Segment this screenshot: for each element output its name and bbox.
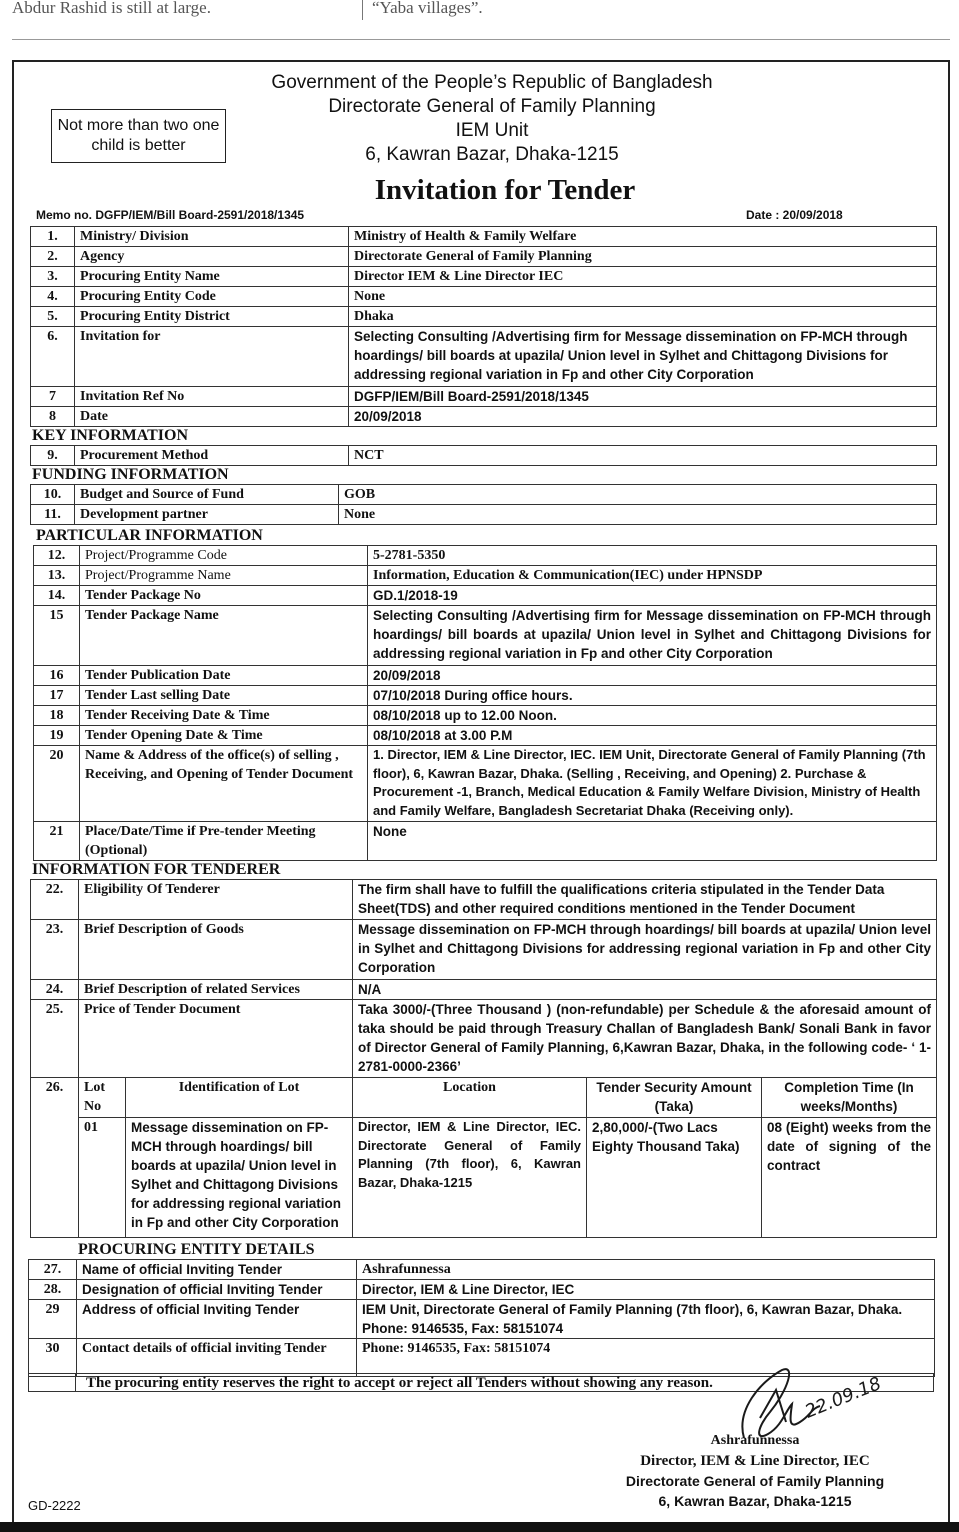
row-label: Contact details of official inviting Tender [77, 1339, 357, 1377]
table-row [29, 1280, 935, 1300]
row-number: 14. [34, 586, 80, 606]
row-number: 16 [34, 666, 80, 686]
row-value: GD.1/2018-19 [368, 586, 937, 606]
row-value: Director IEM & Line Director IEC [349, 267, 937, 287]
row-number: 27. [29, 1260, 77, 1280]
row-value: Dhaka [349, 307, 937, 327]
signatory-designation: Director, IEM & Line Director, IEC [640, 1453, 870, 1469]
row-number: 28. [29, 1280, 77, 1300]
row-number: 22. [31, 880, 79, 920]
row-number: 30 [29, 1339, 77, 1377]
row-value: 08/10/2018 up to 12.00 Noon. [368, 706, 937, 726]
row-label: Brief Description of Goods [79, 920, 353, 980]
row-number: 17 [34, 686, 80, 706]
location-value: Director, IEM & Line Director, IEC. Directorate General of Family Planning (7th floor), 6, Kawran Bazar, Dhaka-1215 [353, 1118, 587, 1238]
security-value: 2,80,000/-(Two Lacs Eighty Thousand Taka) [587, 1118, 762, 1238]
row-value: 5-2781-5350 [368, 546, 937, 566]
row-value: Director, IEM & Line Director, IEC [357, 1280, 935, 1300]
row-value: GOB [339, 485, 937, 505]
memo-date: Date : 20/09/2018 [746, 208, 843, 222]
row-value: IEM Unit, Directorate General of Family Planning (7th floor), 6, Kawran Bazar, Dhaka. Phone: 9146535, Fax: 58151074 [357, 1300, 935, 1339]
lot-no-value: 01 [79, 1118, 126, 1238]
reservation-note: The procuring entity reserves the right to accept or reject all Tenders without showing any reason. [76, 1373, 934, 1392]
memo-number: Memo no. DGFP/IEM/Bill Board-2591/2018/1345 [36, 208, 305, 222]
row-value: None [349, 287, 937, 307]
row-label: Brief Description of related Services [79, 980, 353, 1000]
row-value: Selecting Consulting /Advertising firm for Message dissemination on FP-MCH through hoardings/ bill boards at upazila/ Union level in Sylhet and Chittagong Divisions for addressing regional variation in Fp and other City Corporation [349, 327, 937, 387]
row-value: DGFP/IEM/Bill Board-2591/2018/1345 [349, 387, 937, 407]
header-line-directorate: Directorate General of Family Planning [328, 96, 656, 117]
row-number: 21 [34, 822, 80, 861]
table-row [31, 227, 937, 247]
row-label: Invitation for [75, 327, 349, 387]
row-value: None [339, 505, 937, 525]
row-label: Place/Date/Time if Pre-tender Meeting (Optional) [80, 822, 368, 861]
lot-table [30, 1077, 937, 1238]
row-number: 26. [31, 1078, 79, 1238]
column-divider [362, 0, 363, 20]
lot-header-row [31, 1078, 937, 1118]
row-number: 18 [34, 706, 80, 726]
table-row [34, 706, 937, 726]
row-number: 11. [31, 505, 75, 525]
table-row [29, 1260, 935, 1280]
signatory-organization: Directorate General of Family Planning [625, 1473, 885, 1489]
table-row [31, 880, 937, 920]
section-key-information: KEY INFORMATION [32, 427, 188, 444]
row-label: Address of official Inviting Tender [77, 1300, 357, 1339]
row-value: 20/09/2018 [349, 407, 937, 427]
row-value: Message dissemination on FP-MCH through hoardings/ bill boards at upazila/ Union level in Sylhet and Chittagong Divisions for addressing regional variation in Fp and other City Corporation [353, 920, 937, 980]
row-label: Procurement Method [75, 446, 349, 466]
security-header: Tender Security Amount (Taka) [587, 1078, 762, 1118]
table-row [31, 920, 937, 980]
row-value: 07/10/2018 During office hours. [368, 686, 937, 706]
table-row [34, 746, 937, 822]
row-label: Ministry/ Division [75, 227, 349, 247]
row-label: Tender Package Name [80, 606, 368, 666]
top-strip [0, 0, 959, 28]
funding-table [30, 484, 937, 525]
row-label: Budget and Source of Fund [75, 485, 339, 505]
row-label: Project/Programme Code [80, 546, 368, 566]
section-particular-information: PARTICULAR INFORMATION [36, 527, 263, 544]
row-value: None [368, 822, 937, 861]
particular-info-table [33, 545, 937, 861]
table-row [31, 505, 937, 525]
table-row [34, 566, 937, 586]
table-row [31, 446, 937, 466]
row-value: NCT [349, 446, 937, 466]
footer-code: GD-2222 [28, 1498, 81, 1513]
table-row [31, 287, 937, 307]
note-spacer-cell [28, 1373, 76, 1392]
row-number: 4. [31, 287, 75, 307]
row-number: 13. [34, 566, 80, 586]
row-label: Agency [75, 247, 349, 267]
row-value: Information, Education & Communication(IEC) under HPNSDP [368, 566, 937, 586]
row-label: Development partner [75, 505, 339, 525]
completion-header: Completion Time (In weeks/Months) [762, 1078, 937, 1118]
lot-row [31, 1118, 937, 1238]
row-value: 20/09/2018 [368, 666, 937, 686]
row-number: 7 [31, 387, 75, 407]
table-row [31, 387, 937, 407]
section-information-for-tenderer: INFORMATION FOR TENDERER [32, 861, 281, 878]
row-number: 29 [29, 1300, 77, 1339]
table-row [34, 666, 937, 686]
row-number: 9. [31, 446, 75, 466]
slogan-box: Not more than two one child is better [51, 109, 226, 163]
table-row [31, 980, 937, 1000]
row-label: Procuring Entity Code [75, 287, 349, 307]
top-rule [12, 39, 950, 40]
row-number: 20 [34, 746, 80, 822]
lot-no-header: Lot No [79, 1078, 126, 1118]
identification-header: Identification of Lot [126, 1078, 353, 1118]
row-label: Name & Address of the office(s) of selling , Receiving, and Opening of Tender Document [80, 746, 368, 822]
tenderer-info-table [30, 879, 937, 1078]
header-line-address: 6, Kawran Bazar, Dhaka-1215 [365, 144, 619, 165]
page-title: Invitation for Tender [374, 174, 636, 206]
signatory-address: 6, Kawran Bazar, Dhaka-1215 [658, 1493, 852, 1509]
row-number: 15 [34, 606, 80, 666]
table-row [31, 327, 937, 387]
row-label: Eligibility Of Tenderer [79, 880, 353, 920]
table-row [34, 586, 937, 606]
row-number: 25. [31, 1000, 79, 1078]
table-row [31, 485, 937, 505]
row-value: Ashrafunnessa [357, 1260, 935, 1280]
header-line-government: Government of the People’s Republic of Bangladesh [271, 72, 713, 93]
row-number: 12. [34, 546, 80, 566]
row-label: Procuring Entity Name [75, 267, 349, 287]
row-number: 19 [34, 726, 80, 746]
row-label: Designation of official Inviting Tender [77, 1280, 357, 1300]
table-row [34, 546, 937, 566]
table-row [34, 606, 937, 666]
row-number: 6. [31, 327, 75, 387]
row-label: Tender Publication Date [80, 666, 368, 686]
table-row [34, 726, 937, 746]
table-row [34, 822, 937, 861]
table-row [31, 1000, 937, 1078]
row-number: 3. [31, 267, 75, 287]
row-label: Tender Receiving Date & Time [80, 706, 368, 726]
table-row [29, 1300, 935, 1339]
row-number: 8 [31, 407, 75, 427]
row-value: Phone: 9146535, Fax: 58151074 [357, 1339, 935, 1377]
row-number: 1. [31, 227, 75, 247]
signature-date: 22.09.18 [802, 1373, 885, 1423]
row-value: The firm shall have to fulfill the qualifications criteria stipulated in the Tender Data Sheet(TDS) and other required conditions mentioned in the Tender Document [353, 880, 937, 920]
row-value: Selecting Consulting /Advertising firm for Message dissemination on FP-MCH through hoardings/ bill boards at upazila/ Union level in Sylhet and Chittagong Divisions for addressing regional variation in Fp and other City Corporation [368, 606, 937, 666]
section-procuring-entity-details: PROCURING ENTITY DETAILS [78, 1241, 315, 1258]
table-row [31, 247, 937, 267]
row-value: Taka 3000/-(Three Thousand ) (non-refundable) per Schedule & the aforesaid amount of taka should be paid through Treasury Challan of Bangladesh Bank/ Sonali Bank in favor of Director General of Family Planning, 6,Kawran Bazar, Dhaka, in the following code- ‘ 1-2781-0000-2366’ [353, 1000, 937, 1078]
row-value: Ministry of Health & Family Welfare [349, 227, 937, 247]
row-value: 08/10/2018 at 3.00 P.M [368, 726, 937, 746]
clipped-news-text-left: Abdur Rashid is still at large. [12, 0, 211, 17]
row-label: Procuring Entity District [75, 307, 349, 327]
table-row [34, 686, 937, 706]
identification-value: Message dissemination on FP-MCH through hoardings/ bill boards at upazila/ Union level in Sylhet and Chittagong Divisions for addressing regional variation in Fp and other City Corporation [126, 1118, 353, 1238]
row-label: Price of Tender Document [79, 1000, 353, 1078]
row-number: 5. [31, 307, 75, 327]
row-value: Directorate General of Family Planning [349, 247, 937, 267]
row-label: Invitation Ref No [75, 387, 349, 407]
row-label: Name of official Inviting Tender [77, 1260, 357, 1280]
signatory-name: Ashrafunnessa [710, 1433, 800, 1448]
row-number: 2. [31, 247, 75, 267]
row-number: 23. [31, 920, 79, 980]
key-info-table [30, 445, 937, 466]
row-label: Project/Programme Name [80, 566, 368, 586]
location-header: Location [353, 1078, 587, 1118]
signature-block [605, 1431, 905, 1511]
row-label: Date [75, 407, 349, 427]
row-value: N/A [353, 980, 937, 1000]
row-value: 1. Director, IEM & Line Director, IEC. IEM Unit, Directorate General of Family Planning (7th floor), 6, Kawran Bazar, Dhaka. (Selling , Receiving, and Opening) 2. Purchase & Procurement -1, Branch, Medical Education & Family Welfare Division, Ministry of Health and Family Welfare, Bangladesh Secretariat Dhaka (Receiving only). [368, 746, 937, 822]
table-row [31, 307, 937, 327]
general-info-table [30, 226, 937, 427]
row-label: Tender Opening Date & Time [80, 726, 368, 746]
section-funding-information: FUNDING INFORMATION [32, 466, 229, 483]
row-label: Tender Last selling Date [80, 686, 368, 706]
row-number: 10. [31, 485, 75, 505]
table-row [31, 267, 937, 287]
clipped-news-text-right: “Yaba villages”. [372, 0, 483, 17]
row-number: 24. [31, 980, 79, 1000]
completion-value: 08 (Eight) weeks from the date of signing of the contract [762, 1118, 937, 1238]
header-line-unit: IEM Unit [455, 120, 529, 141]
table-row [31, 407, 937, 427]
bottom-bar [0, 1522, 959, 1532]
row-label: Tender Package No [80, 586, 368, 606]
